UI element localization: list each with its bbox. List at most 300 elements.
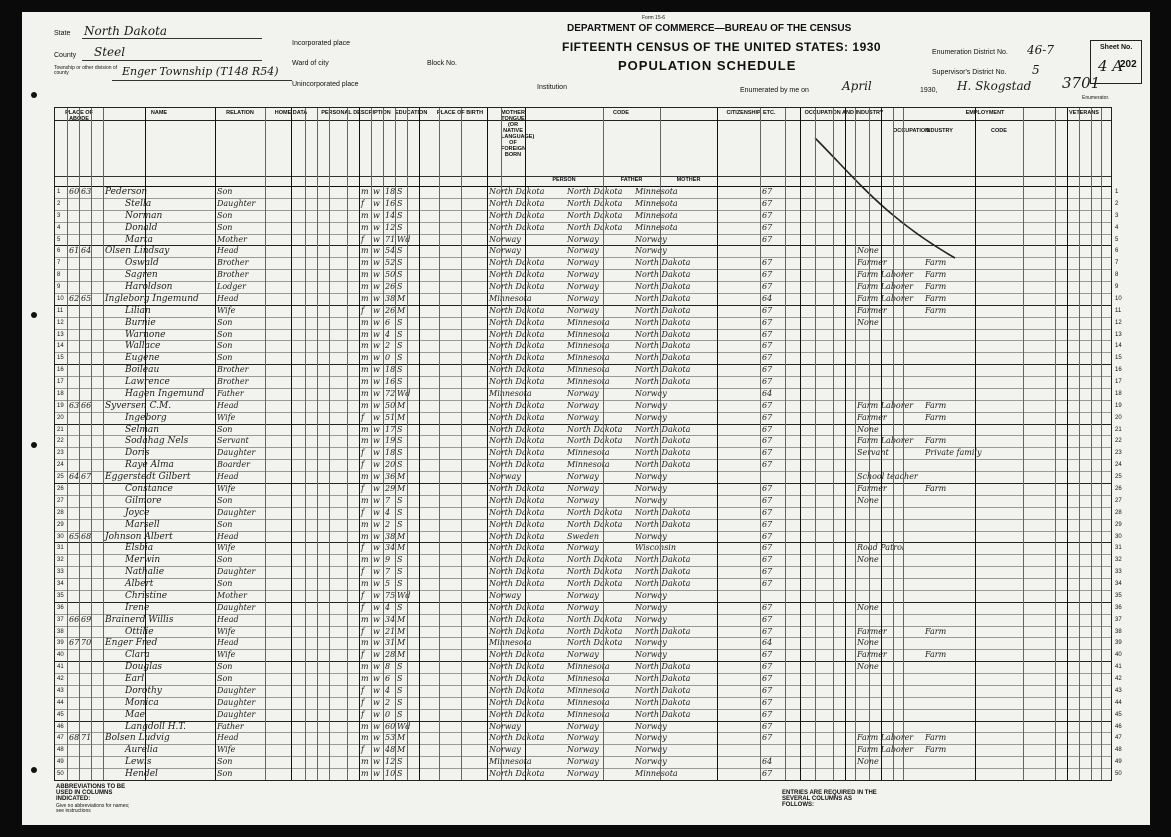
unincorporated-label: Unincorporated place bbox=[292, 81, 359, 88]
line-number-right: 41 bbox=[1115, 664, 1122, 671]
sex: m bbox=[361, 222, 369, 232]
occupation: Farm Laborer bbox=[857, 293, 914, 303]
birthplace-father: North Dakota bbox=[567, 614, 623, 624]
line-number: 9 bbox=[57, 284, 61, 291]
marital-status: M bbox=[397, 472, 406, 482]
line-number: 22 bbox=[57, 438, 64, 445]
line-number: 17 bbox=[57, 379, 64, 386]
census-grid bbox=[54, 107, 1122, 781]
birthplace-code: 67 bbox=[762, 341, 773, 351]
enumerated-date: April bbox=[842, 79, 872, 93]
column-divider bbox=[1055, 108, 1056, 780]
age: 9 bbox=[385, 555, 391, 565]
birthplace-code: 67 bbox=[762, 579, 773, 589]
column-divider bbox=[487, 108, 488, 780]
county-value: Steel bbox=[94, 45, 126, 59]
line-number-right: 15 bbox=[1115, 355, 1122, 362]
race: w bbox=[373, 662, 380, 672]
person-name: Lawrence bbox=[125, 377, 170, 388]
race: w bbox=[373, 412, 380, 422]
marital-status: S bbox=[397, 709, 403, 719]
race: w bbox=[373, 400, 380, 410]
column-group-11: OCCUPATION AND INDUSTRY bbox=[804, 110, 884, 116]
birthplace-father: Minnesota bbox=[567, 448, 610, 458]
column-divider bbox=[845, 108, 846, 780]
sex: f bbox=[361, 507, 364, 517]
column-divider bbox=[525, 108, 526, 780]
line-number-right: 44 bbox=[1115, 699, 1122, 706]
birthplace-person: North Dakota bbox=[489, 709, 545, 719]
line-number-right: 20 bbox=[1115, 414, 1122, 421]
person-name: Constance bbox=[125, 484, 173, 494]
birthplace-code: 67 bbox=[762, 531, 773, 541]
birthplace-code: 67 bbox=[762, 602, 773, 612]
column-group-3: RELATION bbox=[226, 110, 254, 116]
sex: f bbox=[361, 484, 364, 493]
birthplace-person: North Dakota bbox=[489, 436, 545, 446]
dwelling-number: 68 bbox=[69, 733, 80, 743]
marital-status: Wd bbox=[397, 721, 411, 731]
relation: Head bbox=[217, 614, 239, 624]
person-name: Elsbia bbox=[125, 543, 154, 554]
column-divider bbox=[347, 108, 348, 780]
punch-hole bbox=[31, 442, 37, 448]
age: 10 bbox=[385, 769, 396, 779]
birthplace-code: 67 bbox=[762, 721, 773, 731]
marital-status: Wd bbox=[397, 590, 411, 600]
occupation: Farmer bbox=[857, 412, 887, 422]
birthplace-code: 67 bbox=[762, 460, 773, 470]
column-group-9: CODE bbox=[613, 110, 629, 116]
column-divider bbox=[1091, 108, 1092, 780]
marital-status: S bbox=[397, 495, 403, 505]
industry: Farm bbox=[925, 436, 947, 446]
line-number: 42 bbox=[57, 676, 64, 683]
birthplace-person: Norway bbox=[489, 234, 521, 244]
enumerator-name: H. Skogstad bbox=[957, 79, 1032, 93]
person-name: Monica bbox=[125, 697, 159, 708]
line-number: 3 bbox=[57, 212, 61, 219]
county-label: County bbox=[54, 52, 77, 59]
birthplace-father: Norway bbox=[567, 388, 599, 398]
birthplace-person: North Dakota bbox=[489, 733, 545, 743]
line-number: 28 bbox=[57, 509, 64, 516]
dwelling-number: 63 bbox=[69, 400, 80, 410]
birthplace-father: Norway bbox=[567, 270, 599, 280]
footer bbox=[22, 782, 1150, 825]
line-number: 26 bbox=[57, 486, 64, 492]
age: 52 bbox=[385, 258, 396, 268]
sex: f bbox=[361, 567, 364, 577]
column-divider bbox=[407, 108, 408, 780]
age: 34 bbox=[385, 543, 396, 553]
race: w bbox=[373, 519, 380, 529]
birthplace-father: Minnesota bbox=[567, 697, 610, 707]
column-divider bbox=[903, 108, 904, 780]
marital-status: M bbox=[397, 305, 406, 315]
race: w bbox=[373, 697, 380, 707]
line-number: 2 bbox=[57, 200, 61, 207]
industry: Farm bbox=[925, 258, 947, 268]
race: w bbox=[373, 187, 380, 196]
person-name: Mae bbox=[125, 709, 145, 720]
column-group-6: EDUCATION bbox=[395, 110, 428, 116]
column-divider bbox=[305, 108, 306, 780]
line-number-right: 39 bbox=[1115, 640, 1122, 647]
line-number-right: 16 bbox=[1115, 367, 1122, 374]
relation: Head bbox=[217, 400, 239, 410]
birthplace-mother: Norway bbox=[635, 472, 667, 482]
birthplace-mother: North Dakota bbox=[635, 448, 691, 458]
birthplace-mother: Minnesota bbox=[635, 769, 678, 779]
occupation: Road Patrol bbox=[857, 543, 905, 553]
relation: Head bbox=[217, 246, 239, 256]
age: 4 bbox=[385, 329, 391, 339]
relation: Wife bbox=[217, 305, 236, 315]
line-number: 44 bbox=[57, 699, 64, 706]
marital-status: S bbox=[397, 757, 403, 767]
marital-status: S bbox=[397, 769, 403, 779]
column-group-13: VETERANS bbox=[1069, 110, 1099, 116]
age: 72 bbox=[385, 388, 396, 398]
occupation: None bbox=[857, 638, 879, 648]
birthplace-father: Norway bbox=[567, 484, 599, 493]
institution-label: Institution bbox=[537, 84, 567, 91]
age: 75 bbox=[385, 590, 396, 600]
birthplace-father: Sweden bbox=[567, 531, 600, 541]
relation: Daughter bbox=[217, 602, 256, 612]
family-number: 64 bbox=[81, 246, 92, 256]
age: 53 bbox=[385, 733, 396, 743]
birthplace-father: Minnesota bbox=[567, 460, 610, 470]
birthplace-code: 64 bbox=[762, 293, 773, 303]
column-group-8: MOTHER TONGUE (OR NATIVE LANGUAGE) OF FOREIGN BORN bbox=[501, 110, 535, 158]
birthplace-code: 67 bbox=[762, 412, 773, 422]
line-number: 45 bbox=[57, 711, 64, 718]
birthplace-father: Norway bbox=[567, 400, 599, 410]
line-number: 25 bbox=[57, 474, 64, 481]
age: 18 bbox=[385, 187, 396, 196]
age: 28 bbox=[385, 650, 396, 660]
line-number: 10 bbox=[57, 295, 64, 302]
race: w bbox=[373, 353, 380, 363]
birthplace-person: North Dakota bbox=[489, 282, 545, 292]
person-name: Merwin bbox=[125, 555, 161, 566]
birthplace-code: 67 bbox=[762, 329, 773, 339]
person-name: Stella bbox=[125, 198, 152, 209]
relation: Brother bbox=[217, 365, 249, 375]
line-number-right: 11 bbox=[1115, 307, 1122, 314]
sex: f bbox=[361, 234, 364, 244]
birthplace-father: North Dakota bbox=[567, 567, 623, 577]
birthplace-mother: North Dakota bbox=[635, 424, 691, 434]
marital-status: S bbox=[397, 317, 403, 327]
column-divider bbox=[291, 108, 292, 780]
column-divider bbox=[265, 108, 266, 780]
sex: f bbox=[361, 590, 364, 600]
birthplace-person: North Dakota bbox=[489, 305, 545, 315]
enumerator-label: Enumerator. bbox=[1082, 95, 1110, 101]
race: w bbox=[373, 602, 380, 612]
birthplace-mother: Norway bbox=[635, 246, 667, 256]
birthplace-mother: North Dakota bbox=[635, 353, 691, 363]
line-number-right: 24 bbox=[1115, 462, 1122, 469]
relation: Servant bbox=[217, 436, 249, 446]
column-divider bbox=[359, 108, 360, 780]
dwelling-number: 66 bbox=[69, 614, 80, 624]
line-number-right: 36 bbox=[1115, 604, 1122, 611]
line-number: 39 bbox=[57, 640, 64, 647]
birthplace-mother: North Dakota bbox=[635, 293, 691, 303]
line-number-right: 19 bbox=[1115, 402, 1122, 409]
column-group-4: HOME DATA bbox=[274, 110, 308, 116]
sex: m bbox=[361, 495, 369, 505]
age: 2 bbox=[385, 341, 391, 351]
column-group-1: PLACE OF ABODE bbox=[65, 110, 93, 122]
marital-status: S bbox=[397, 329, 403, 339]
birthplace-mother: Norway bbox=[635, 388, 667, 398]
sex: m bbox=[361, 424, 369, 434]
birthplace-person: North Dakota bbox=[489, 377, 545, 387]
line-number-right: 13 bbox=[1115, 331, 1122, 338]
sex: m bbox=[361, 555, 369, 565]
marital-status: M bbox=[397, 293, 406, 303]
marital-status: M bbox=[397, 626, 406, 636]
marital-status: S bbox=[397, 579, 403, 589]
race: w bbox=[373, 650, 380, 660]
birthplace-person: North Dakota bbox=[489, 769, 545, 779]
birthplace-father: Norway bbox=[567, 769, 599, 779]
line-number-right: 43 bbox=[1115, 687, 1122, 694]
birthplace-mother: North Dakota bbox=[635, 270, 691, 280]
enumeration-district-label: Enumeration District No. bbox=[932, 49, 1008, 56]
age: 18 bbox=[385, 365, 396, 375]
birthplace-code: 67 bbox=[762, 305, 773, 315]
birthplace-father: Norway bbox=[567, 721, 599, 731]
relation: Lodger bbox=[217, 282, 246, 292]
race: w bbox=[373, 365, 380, 375]
birthplace-person: North Dakota bbox=[489, 519, 545, 529]
birthplace-person: North Dakota bbox=[489, 626, 545, 636]
line-number: 6 bbox=[57, 248, 61, 255]
age: 20 bbox=[385, 460, 396, 470]
relation: Father bbox=[217, 388, 244, 398]
line-number: 1 bbox=[57, 189, 61, 195]
birthplace-mother: Norway bbox=[635, 745, 667, 755]
sex: m bbox=[361, 674, 369, 684]
birthplace-mother: North Dakota bbox=[635, 460, 691, 470]
birthplace-person: Norway bbox=[489, 590, 521, 600]
birthplace-father: North Dakota bbox=[567, 519, 623, 529]
sex: m bbox=[361, 519, 369, 529]
birthplace-person: North Dakota bbox=[489, 258, 545, 268]
relation: Son bbox=[217, 341, 233, 351]
birthplace-mother: Norway bbox=[635, 590, 667, 600]
line-number: 34 bbox=[57, 581, 64, 588]
person-name: Eugene bbox=[125, 353, 160, 364]
column-divider bbox=[439, 108, 440, 780]
line-number: 8 bbox=[57, 272, 61, 279]
line-number: 24 bbox=[57, 462, 64, 469]
person-name: Doris bbox=[125, 448, 150, 459]
age: 17 bbox=[385, 424, 396, 434]
birthplace-mother: Norway bbox=[635, 733, 667, 743]
birthplace-father: Norway bbox=[567, 543, 599, 553]
race: w bbox=[373, 305, 380, 315]
birthplace-person: Norway bbox=[489, 721, 521, 731]
sex: m bbox=[361, 210, 369, 220]
birthplace-code: 67 bbox=[762, 650, 773, 660]
marital-status: S bbox=[397, 353, 403, 363]
handwritten-number: 3701 bbox=[1062, 74, 1101, 92]
family-number: 69 bbox=[81, 614, 92, 624]
industry: Farm bbox=[925, 305, 947, 315]
birthplace-father: North Dakota bbox=[567, 555, 623, 565]
line-number-right: 37 bbox=[1115, 616, 1122, 623]
birthplace-code: 67 bbox=[762, 234, 773, 244]
sex: m bbox=[361, 365, 369, 375]
birthplace-mother: Norway bbox=[635, 531, 667, 541]
birthplace-mother: North Dakota bbox=[635, 662, 691, 672]
birthplace-mother: North Dakota bbox=[635, 507, 691, 517]
birthplace-code: 67 bbox=[762, 377, 773, 387]
relation: Son bbox=[217, 662, 233, 672]
birthplace-person: North Dakota bbox=[489, 674, 545, 684]
birthplace-mother: North Dakota bbox=[635, 697, 691, 707]
person-name: Burnie bbox=[125, 317, 156, 328]
birthplace-mother: Norway bbox=[635, 234, 667, 244]
line-number-right: 23 bbox=[1115, 450, 1122, 457]
birthplace-person: North Dakota bbox=[489, 365, 545, 375]
line-number-right: 18 bbox=[1115, 390, 1122, 397]
sex: f bbox=[361, 305, 364, 315]
person-name: Oswald bbox=[125, 258, 159, 269]
marital-status: M bbox=[397, 484, 406, 493]
race: w bbox=[373, 270, 380, 280]
birthplace-person: North Dakota bbox=[489, 662, 545, 672]
line-number: 19 bbox=[57, 402, 64, 409]
birthplace-code: 67 bbox=[762, 614, 773, 624]
birthplace-mother: Norway bbox=[635, 400, 667, 410]
entries-title: ENTRIES ARE REQUIRED IN THE SEVERAL COLUMNS AS FOLLOWS: bbox=[782, 790, 877, 808]
person-name: Gilmore bbox=[125, 495, 162, 506]
relation: Son bbox=[217, 495, 233, 505]
race: w bbox=[373, 258, 380, 268]
column-divider bbox=[869, 108, 870, 780]
age: 0 bbox=[385, 353, 391, 363]
person-name: Lilian bbox=[125, 305, 151, 316]
birthplace-father: North Dakota bbox=[567, 579, 623, 589]
birthplace-code: 67 bbox=[762, 400, 773, 410]
line-number: 29 bbox=[57, 521, 64, 528]
industry: Farm bbox=[925, 282, 947, 292]
birthplace-mother: North Dakota bbox=[635, 365, 691, 375]
race: w bbox=[373, 388, 380, 398]
age: 7 bbox=[385, 567, 391, 577]
birthplace-father: North Dakota bbox=[567, 222, 623, 232]
abbrev-title: ABBREVIATIONS TO BE USED IN COLUMNS INDICATED: bbox=[56, 784, 126, 802]
race: w bbox=[373, 543, 380, 553]
age: 26 bbox=[385, 305, 396, 315]
sex: m bbox=[361, 187, 369, 196]
line-number: 11 bbox=[57, 307, 64, 314]
birthplace-code: 64 bbox=[762, 388, 773, 398]
sex: f bbox=[361, 543, 364, 553]
column-divider bbox=[215, 108, 216, 780]
abbrev-note: Give no abbreviations for names; see instructions bbox=[56, 803, 130, 814]
marital-status: S bbox=[397, 270, 403, 280]
occupation: Farm Laborer bbox=[857, 282, 914, 292]
line-number-right: 28 bbox=[1115, 509, 1122, 516]
race: w bbox=[373, 282, 380, 292]
birthplace-code: 67 bbox=[762, 555, 773, 565]
race: w bbox=[373, 709, 380, 719]
line-number-right: 8 bbox=[1115, 272, 1119, 279]
sex: m bbox=[361, 638, 369, 648]
birthplace-code: 67 bbox=[762, 685, 773, 695]
line-number-right: 33 bbox=[1115, 569, 1122, 576]
occupation: None bbox=[857, 555, 879, 565]
sex: m bbox=[361, 436, 369, 446]
line-number: 18 bbox=[57, 390, 64, 397]
person-name: Marta bbox=[125, 234, 153, 245]
birthplace-code: 67 bbox=[762, 484, 773, 493]
birthplace-father: Norway bbox=[567, 234, 599, 244]
line-number: 38 bbox=[57, 628, 64, 635]
birthplace-person: North Dakota bbox=[489, 460, 545, 470]
punch-hole bbox=[31, 312, 37, 318]
age: 12 bbox=[385, 222, 396, 232]
race: w bbox=[373, 293, 380, 303]
marital-status: M bbox=[397, 650, 406, 660]
age: 34 bbox=[385, 614, 396, 624]
marital-status: S bbox=[397, 377, 403, 387]
line-number: 31 bbox=[57, 545, 64, 552]
sex: m bbox=[361, 341, 369, 351]
age: 19 bbox=[385, 436, 396, 446]
row-rule bbox=[55, 780, 1111, 781]
line-number-right: 4 bbox=[1115, 224, 1119, 231]
dwelling-number: 62 bbox=[69, 293, 80, 303]
stamp-number: 202 bbox=[1120, 59, 1137, 70]
birthplace-mother: Norway bbox=[635, 638, 667, 648]
sex: f bbox=[361, 650, 364, 660]
person-name: Hagen Ingemund bbox=[125, 388, 205, 399]
birthplace-father: Norway bbox=[567, 602, 599, 612]
sex: f bbox=[361, 697, 364, 707]
birthplace-code: 67 bbox=[762, 507, 773, 517]
birthplace-person: Minnesota bbox=[489, 293, 532, 303]
age: 21 bbox=[385, 626, 396, 636]
birthplace-person: North Dakota bbox=[489, 555, 545, 565]
column-divider bbox=[91, 108, 92, 780]
column-group-2: NAME bbox=[150, 110, 168, 116]
relation: Brother bbox=[217, 258, 249, 268]
birthplace-father: North Dakota bbox=[567, 424, 623, 434]
relation: Daughter bbox=[217, 567, 256, 577]
sex: m bbox=[361, 757, 369, 767]
column-divider bbox=[785, 108, 786, 780]
birthplace-father: Minnesota bbox=[567, 685, 610, 695]
birthplace-person: North Dakota bbox=[489, 579, 545, 589]
sex: m bbox=[361, 733, 369, 743]
birthplace-father: North Dakota bbox=[567, 210, 623, 220]
birthplace-person: North Dakota bbox=[489, 424, 545, 434]
relation: Daughter bbox=[217, 685, 256, 695]
birthplace-father: North Dakota bbox=[567, 638, 623, 648]
line-number-right: 21 bbox=[1115, 426, 1122, 433]
birthplace-mother: North Dakota bbox=[635, 258, 691, 268]
